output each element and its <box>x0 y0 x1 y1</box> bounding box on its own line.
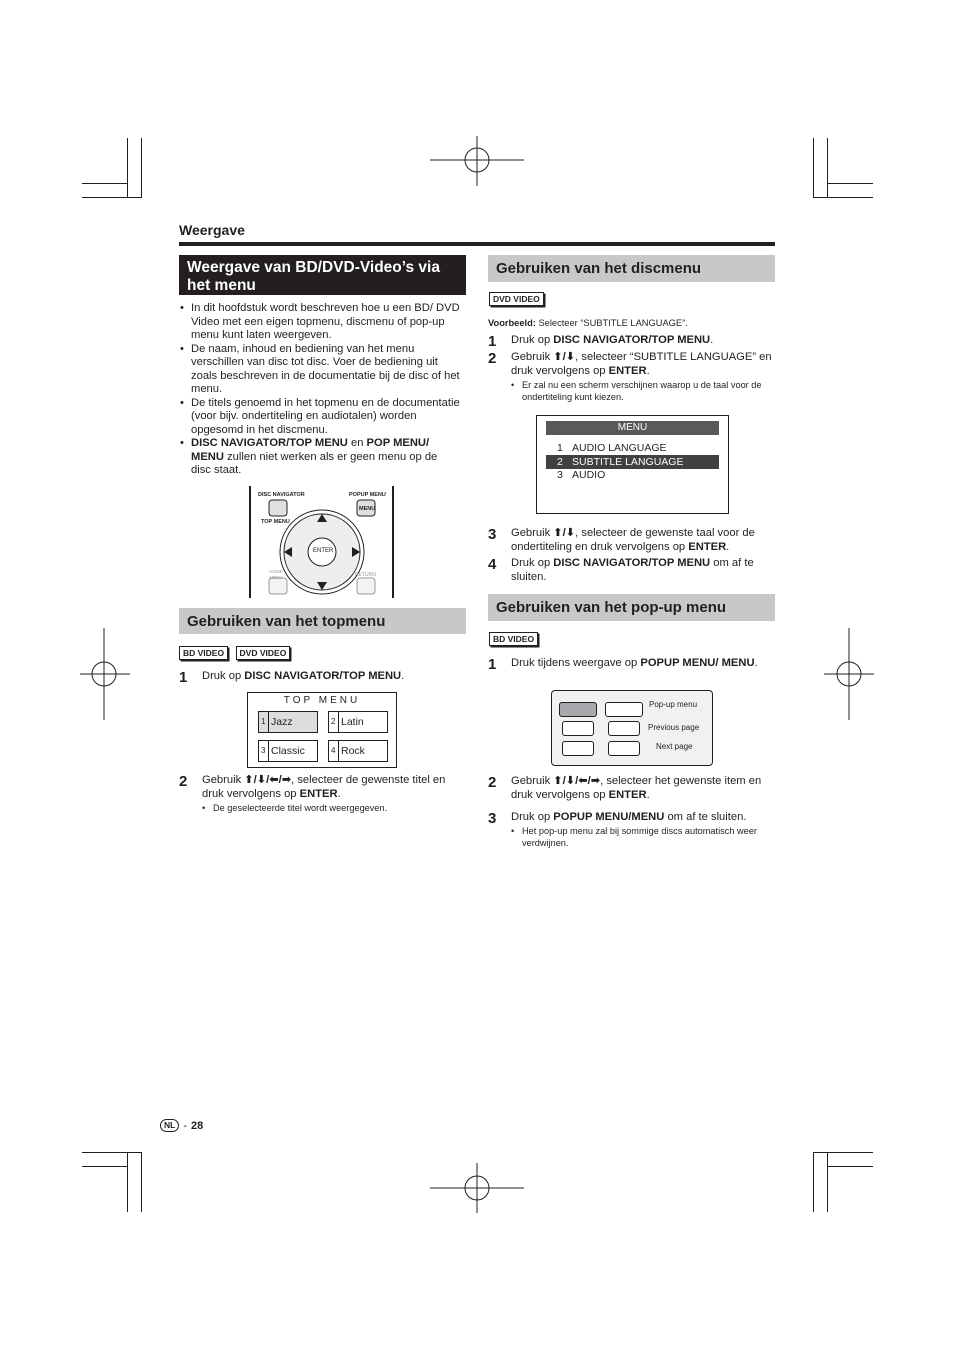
topmenu-screen <box>247 692 397 768</box>
intro-bullets <box>180 302 460 478</box>
arrow-keys: ⬆/⬇ <box>553 527 576 539</box>
discmenu-step-3 <box>488 527 773 554</box>
bold-text: DISC NAVIGATOR/TOP MENU <box>553 334 711 346</box>
text: . <box>337 787 341 800</box>
popup-button <box>562 721 594 736</box>
bold-text: DISC NAVIGATOR/TOP MENU <box>244 670 402 682</box>
page-number: 28 <box>191 1119 204 1132</box>
crop-mark <box>141 138 142 198</box>
step-text <box>488 657 773 671</box>
crop-mark <box>827 183 873 184</box>
registration-mark-bottom <box>430 1163 524 1213</box>
badge-bd-video: BD VIDEO <box>179 646 228 660</box>
crop-mark <box>82 197 142 198</box>
bullet-item: • De naam, inhoud en bediening van het menu verschillen van disc tot disc. Voer de bediening uit zoals beschreven in de documentatie bij de disc of het menu. <box>180 343 460 397</box>
bold-text: DISC NAVIGATOR/TOP MENU <box>553 557 711 569</box>
popup-screen <box>551 690 713 766</box>
crop-mark <box>813 1152 814 1212</box>
step-text <box>488 775 773 802</box>
text: Gebruik <box>511 775 554 787</box>
step-text <box>488 527 773 554</box>
step-note: • De geselecteerde titel wordt weergegeven. <box>202 802 464 814</box>
page-separator: - <box>183 1119 188 1132</box>
bold-text: POPUP MENU/MENU <box>553 811 665 823</box>
item-number: 3 <box>557 469 563 481</box>
discmenu-item <box>546 469 719 482</box>
heading-bd-dvd-menu: Weergave van BD/DVD-Video’s via het menu <box>179 255 466 295</box>
text: zullen niet werken als er geen menu op de disc staat. <box>191 450 438 476</box>
example-label: Voorbeeld: <box>488 318 536 328</box>
bullet-item: • In dit hoofdstuk wordt beschreven hoe u een BD/ DVD Video met een eigen topmenu, discmenu of pop-up menu kunt laten weergeven. <box>180 302 460 343</box>
popup-label: Previous page <box>648 723 700 732</box>
topmenu-item <box>328 740 388 762</box>
item-number: 3 <box>261 746 266 755</box>
item-label: Classic <box>271 745 305 757</box>
bold-text: DISC NAVIGATOR/TOP MENU <box>191 437 348 449</box>
step-note: • Er zal nu een scherm verschijnen waarop u de taal voor de ondertiteling kunt kiezen. <box>511 379 773 403</box>
item-number: 4 <box>331 746 336 755</box>
example-text: Selecteer “SUBTITLE LANGUAGE”. <box>535 318 688 328</box>
step-text <box>179 774 464 801</box>
crop-mark <box>813 1152 873 1153</box>
crop-mark <box>82 1166 128 1167</box>
text: Druk op <box>202 670 245 682</box>
discmenu-title: MENU <box>546 421 719 435</box>
text: Gebruik <box>511 351 554 363</box>
bullet-item <box>180 437 460 478</box>
badge-row <box>489 629 538 647</box>
step-text <box>488 811 773 825</box>
text: . <box>646 788 650 801</box>
crop-mark <box>82 1152 142 1153</box>
cell-divider <box>338 741 339 761</box>
step-number: 4 <box>488 556 497 573</box>
step-number: 1 <box>179 669 188 686</box>
item-number: 2 <box>557 456 563 468</box>
crop-mark <box>127 138 128 198</box>
popup-label: Next page <box>656 742 693 751</box>
cell-divider <box>268 712 269 732</box>
text: Druk tijdens weergave op <box>511 657 641 669</box>
crop-mark <box>827 1166 873 1167</box>
crop-mark <box>813 197 873 198</box>
text: Druk op <box>511 557 554 569</box>
item-label: AUDIO LANGUAGE <box>572 442 667 454</box>
heading-popupmenu: Gebruiken van het pop-up menu <box>488 594 775 621</box>
text: , selecteer de gewenste titel en druk vervolgens op <box>202 774 446 800</box>
text: om af te sluiten. <box>664 811 747 823</box>
text: , selecteer “SUBTITLE LANGUAGE” en druk vervolgens op <box>511 351 772 377</box>
bold-text: POP MENU/ MENU <box>191 437 430 463</box>
bold-text: POPUP MENU/ MENU <box>640 657 755 669</box>
text: , selecteer de gewenste taal voor de ondertiteling en druk vervolgens op <box>511 527 755 553</box>
text: om af te sluiten. <box>511 557 754 583</box>
top-menu-label: TOP MENU <box>261 519 290 525</box>
crop-mark <box>141 1152 142 1212</box>
text: en <box>347 437 367 449</box>
popup-button <box>608 741 640 756</box>
discmenu-screen <box>536 415 729 514</box>
bold-text: ENTER <box>608 788 647 801</box>
text: . <box>646 364 650 377</box>
popup-step-3 <box>488 811 773 849</box>
text: . <box>401 670 405 682</box>
topmenu-step-1 <box>179 670 464 684</box>
step-text <box>488 557 773 584</box>
item-label: AUDIO <box>572 469 606 481</box>
popup-step-2 <box>488 775 773 802</box>
discmenu-step-1 <box>488 334 773 348</box>
step-note: • Het pop-up menu zal bij sommige discs automatisch weer verdwijnen. <box>511 825 773 849</box>
step-number: 2 <box>179 773 188 790</box>
registration-mark-right <box>824 628 874 720</box>
item-label: Jazz <box>271 716 293 728</box>
heading-discmenu: Gebruiken van het discmenu <box>488 255 775 282</box>
cell-divider <box>268 741 269 761</box>
text: . <box>754 657 758 669</box>
remote-body-drawing <box>249 486 395 598</box>
step-number: 1 <box>488 656 497 673</box>
text: Druk op <box>511 811 554 823</box>
discmenu-step-4 <box>488 557 773 584</box>
topmenu-item <box>258 740 318 762</box>
section-label: Weergave <box>179 222 245 238</box>
popup-button <box>608 721 640 736</box>
text: , selecteer het gewenste item en druk vervolgens op <box>511 775 762 801</box>
text: . <box>726 540 730 553</box>
crop-mark <box>82 183 128 184</box>
page-footer <box>160 1119 203 1132</box>
crop-mark <box>827 1152 828 1212</box>
badge-row <box>179 643 290 661</box>
discmenu-item-selected <box>546 455 719 469</box>
popup-label: Pop-up menu <box>649 700 698 709</box>
example-line <box>488 318 688 328</box>
step-number: 2 <box>488 774 497 791</box>
popup-button-selected <box>559 702 597 717</box>
header-rule <box>179 242 775 246</box>
item-number: 2 <box>331 717 336 726</box>
arrow-keys: ⬆/⬇ <box>553 351 576 363</box>
item-number: 1 <box>557 442 563 454</box>
text: Druk op <box>511 334 554 346</box>
language-badge: NL <box>160 1119 179 1132</box>
arrow-keys: ⬆/⬇/⬅/➡ <box>553 775 601 787</box>
popup-button <box>562 741 594 756</box>
disc-navigator-label: DISC NAVIGATOR <box>258 492 305 498</box>
crop-mark <box>127 1152 128 1212</box>
bold-text: ENTER <box>688 540 727 553</box>
item-label: SUBTITLE LANGUAGE <box>572 456 684 468</box>
badge-row <box>489 289 544 307</box>
topmenu-title: TOP MENU <box>283 695 361 706</box>
step-number: 1 <box>488 333 497 350</box>
item-label: Latin <box>341 716 364 728</box>
badge-bd-video: BD VIDEO <box>489 632 538 646</box>
topmenu-item <box>258 711 318 733</box>
discmenu-item <box>546 442 719 455</box>
step-number: 3 <box>488 810 497 827</box>
step-text <box>179 670 464 684</box>
cell-divider <box>338 712 339 732</box>
discmenu-step-2 <box>488 351 773 403</box>
popup-step-1 <box>488 657 773 671</box>
bold-text: ENTER <box>608 364 647 377</box>
crop-mark <box>813 138 814 198</box>
badge-dvd-video: DVD VIDEO <box>489 292 544 306</box>
topmenu-item <box>328 711 388 733</box>
enter-label: ENTER <box>313 548 334 554</box>
registration-mark-top <box>430 136 524 186</box>
badge-dvd-video: DVD VIDEO <box>236 646 291 660</box>
popup-menu-label: POPUP MENU <box>349 492 386 498</box>
step-text <box>488 334 773 348</box>
topmenu-step-2 <box>179 774 464 814</box>
step-number: 3 <box>488 526 497 543</box>
text: Gebruik <box>511 527 554 539</box>
registration-mark-left <box>80 628 130 720</box>
bold-text: ENTER <box>299 787 338 800</box>
step-text <box>488 351 773 378</box>
text: Gebruik <box>202 774 242 786</box>
return-label: RETURN <box>355 572 376 578</box>
arrow-keys: ⬆/⬇/⬅/➡ <box>244 774 292 786</box>
menu-label: MENU <box>359 506 376 512</box>
home-menu-label: HOME MENU <box>269 569 283 580</box>
item-number: 1 <box>261 717 266 726</box>
step-number: 2 <box>488 350 497 367</box>
popup-button <box>605 702 643 717</box>
crop-mark <box>827 138 828 198</box>
bullet-item: • De titels genoemd in het topmenu en de documentatie (voor bijv. ondertiteling en audiotalen) worden opgesomd in het discmenu. <box>180 397 460 438</box>
text: . <box>710 334 714 346</box>
remote-illustration <box>249 486 395 598</box>
heading-topmenu: Gebruiken van het topmenu <box>179 608 466 634</box>
item-label: Rock <box>341 745 365 757</box>
